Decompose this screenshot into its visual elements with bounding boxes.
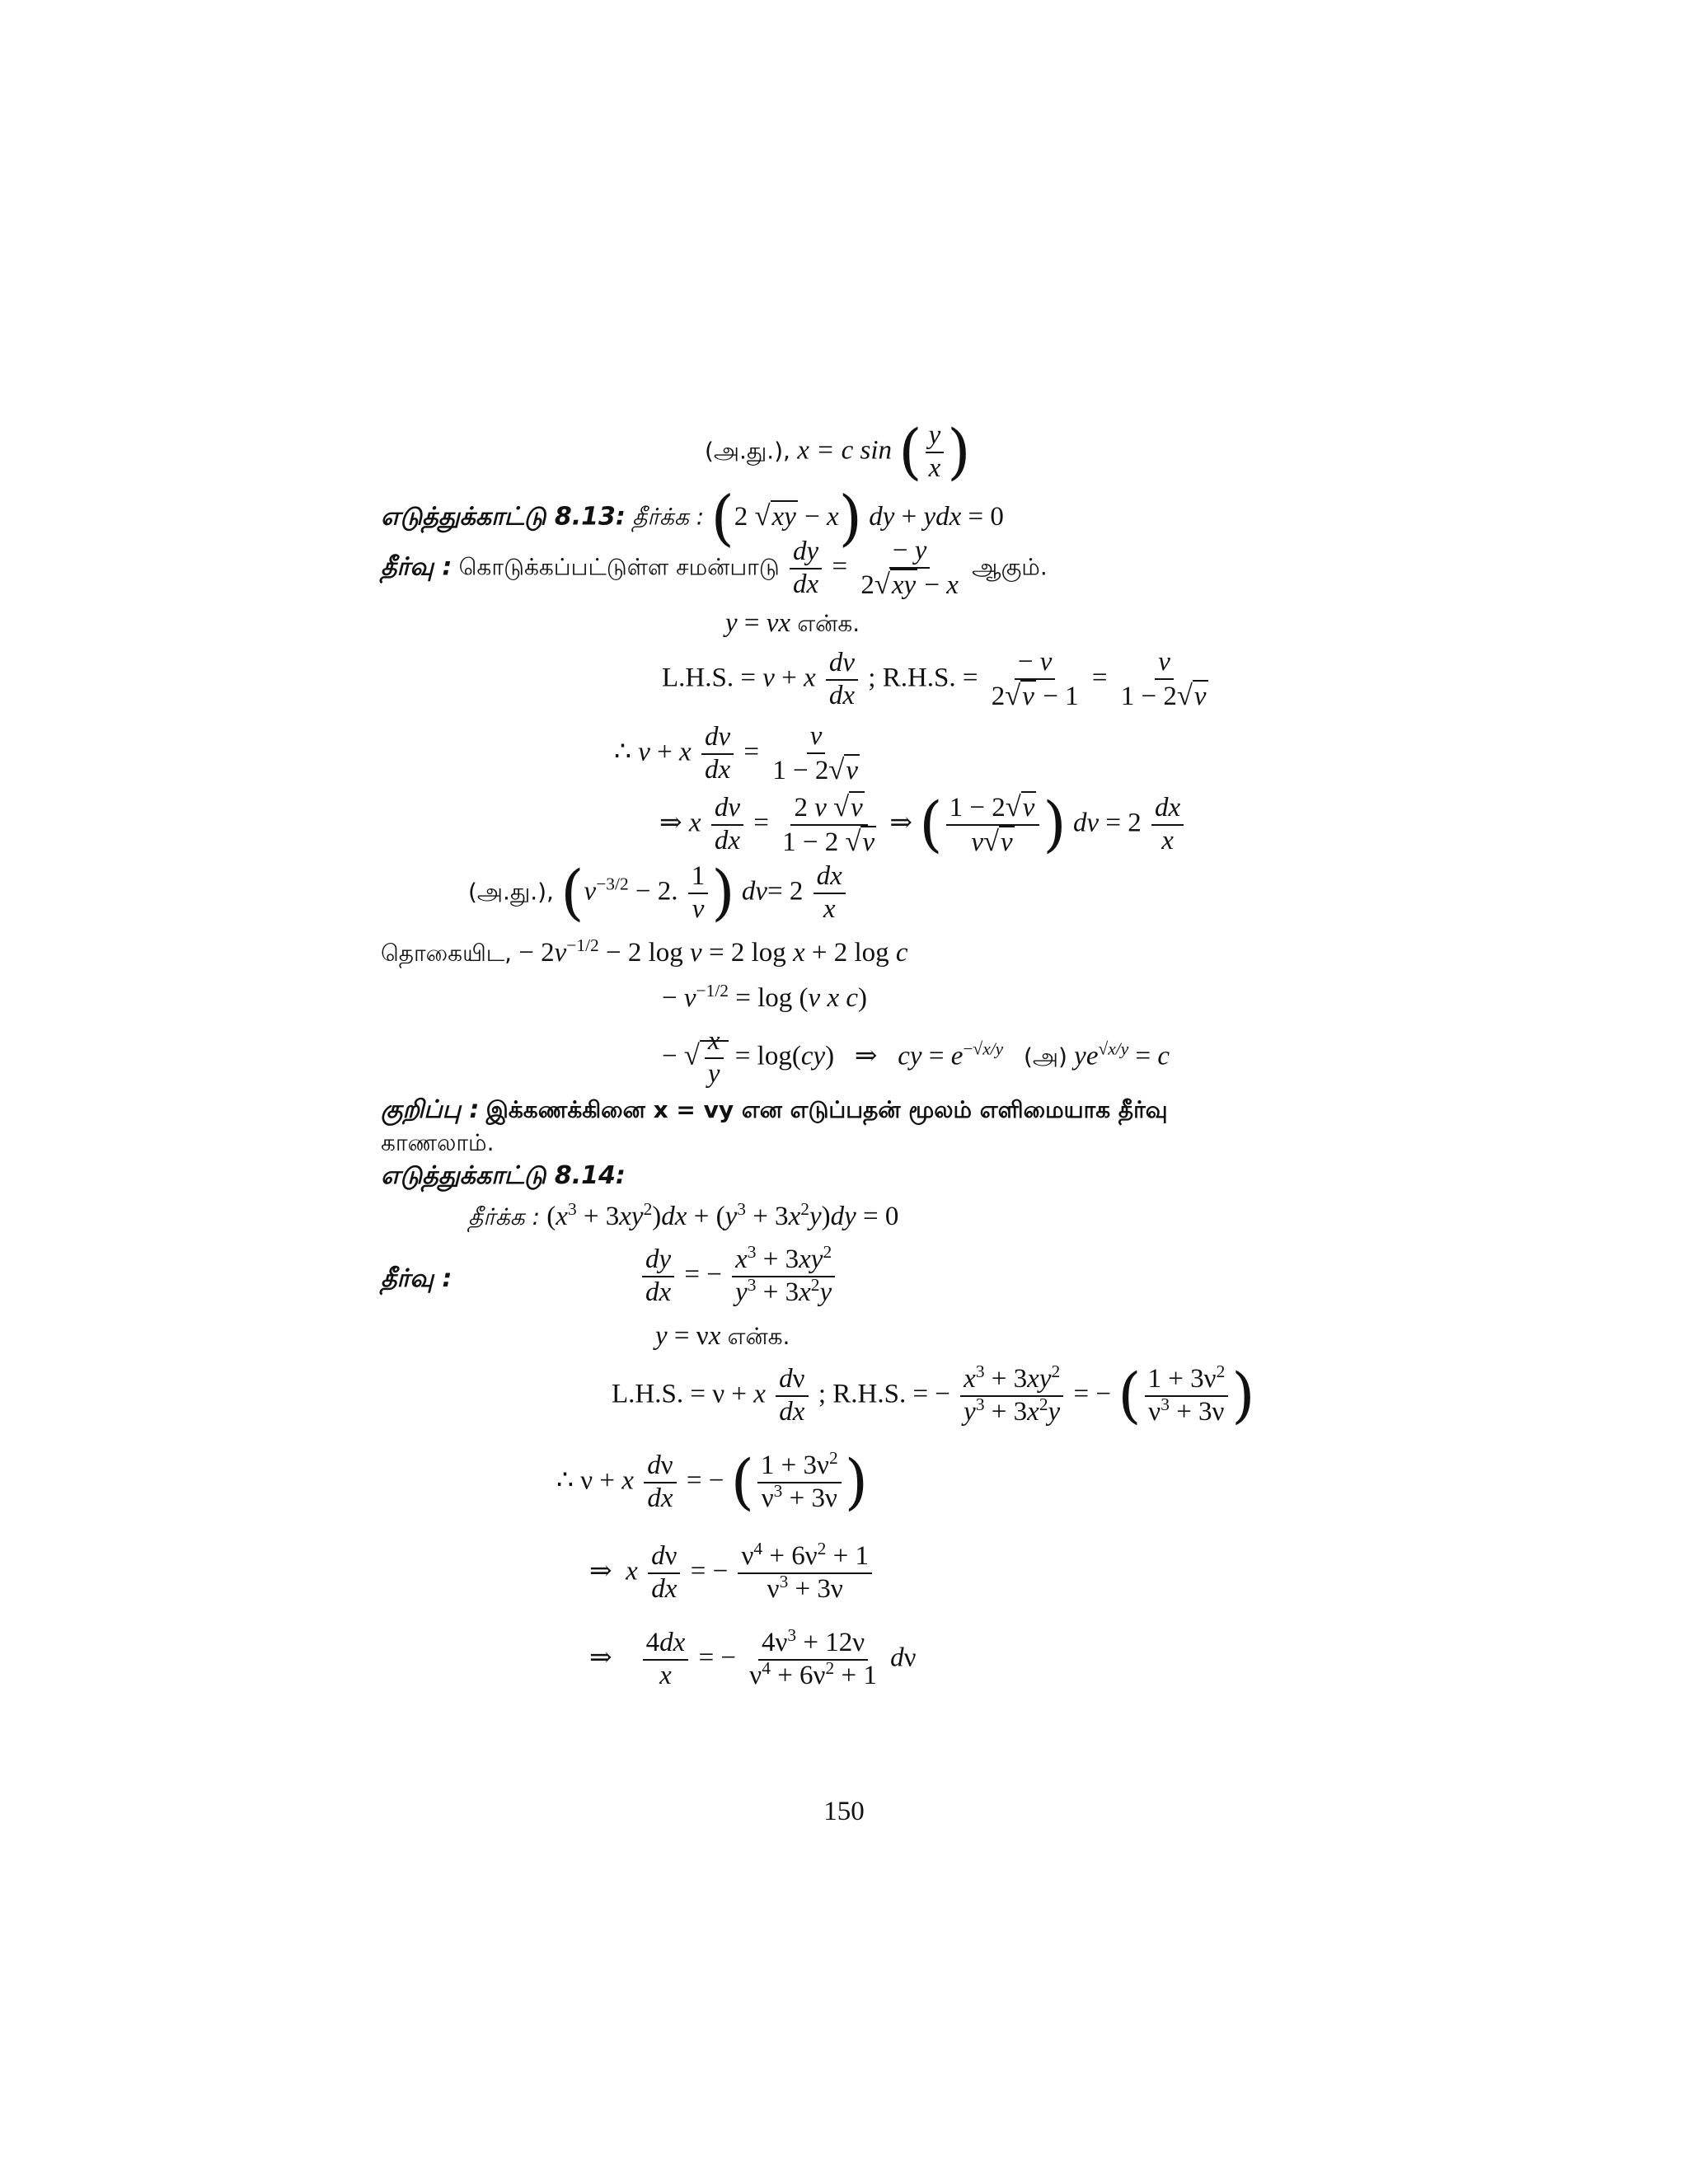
solution-2-label-line [381, 1265, 452, 1292]
note-text-2: காணலாம். [381, 1129, 495, 1156]
note-line-2 [381, 1129, 494, 1156]
integrating-text: தொகையிட, [381, 940, 512, 967]
solve-word-2: தீர்க்க : [468, 1203, 541, 1230]
implies-line-2: ⇒ x $\frac{d\nu}{dx}$ = − $\frac{\nu^4 + 6\nu^2 + 1}{\nu^3 + 3\nu}$ [589, 1541, 875, 1605]
let-text: என்க. [797, 610, 860, 637]
substitution-line-2: y = νx என்க. [655, 1321, 790, 1351]
example-8-14-header [381, 1162, 626, 1189]
log-line: − $v^{-1/2} = \log (v$ x c) [662, 981, 867, 1013]
solution-2-eq: $\frac{dy}{dx}$ = − $\frac{x^3 + 3xy^2}{y^3 + 3x^2y}$ [639, 1244, 838, 1309]
therefore-abbrev-2: (அ.து.), [468, 878, 554, 906]
fraction-dy-dx: $\frac{dy}{dx}$ [790, 537, 822, 601]
result-line-1: (அ.து.), x = c sin ( $\frac{y}{x}$ ) [705, 417, 971, 487]
or-text: (அ) [1023, 1043, 1067, 1071]
therefore-line-2: ∴ ν + x $\frac{d\nu}{dx}$ = − ( $\frac{1 + 3\nu^2}{\nu^3 + 3\nu}$ ) [556, 1447, 869, 1517]
given-equation-text: கொடுக்கப்பட்டுள்ள சமன்பாடு [458, 553, 780, 581]
therefore-abbrev: (அ.து.), [705, 437, 790, 465]
example-8-14-equation: தீர்க்க : $(x^3 + 3xy^2)dx + (y^3 + 3x^2y)dy = 0$ [468, 1199, 899, 1231]
therefore-line-1: ∴ v + x $\frac{dv}{dx}$ = $\frac{v}{1 - 2√v}$ [614, 721, 859, 785]
implies-line-1: ⇒ x $\frac{dv}{dx}$ = $\frac{2 v √v}{1 - 2 √v}$ ⇒ ( $\frac{1 - 2√v}{v√v}$ ) dv = 2 $\frac{dx}{x}$ [659, 791, 1187, 859]
becomes-text: ஆகும். [972, 553, 1048, 581]
lhs-rhs-line-1: L.H.S. = v + x $\frac{dv}{dx}$ ; R.H.S. = $\frac{- v}{2√v - 1}$ = $\frac{v}{1 - 2√v}$ [662, 647, 1207, 711]
fraction-neg-y: $\frac{- y}{2√xy - x}$ [860, 536, 959, 600]
final-line-1: − √ $\frac{x}{y}$ = log(cy) ⇒ cy = $e^{-√x/y}$ (அ) $ye^{√x/y} = c$ [662, 1026, 1170, 1089]
lhs-rhs-line-2: L.H.S. = ν + x $\frac{d\nu}{dx}$ ; R.H.S. = − $\frac{x^3 + 3xy^2}{y^3 + 3x^2y}$ = − ( $\frac{1 + 3\nu^2}{\nu^3 + 3\nu}$ ) [612, 1361, 1255, 1431]
solve-word: தீர்க்க : [632, 503, 705, 531]
fraction-y-over-x: $\frac{y}{x}$ [926, 420, 945, 485]
note-text: இக்கணக்கினை x = vy என எடுப்பதன் மூலம் எளிமையாக தீர்வு [485, 1096, 1168, 1123]
solution-label: தீர்வு : [381, 552, 452, 582]
note-label: குறிப்பு : [381, 1095, 480, 1124]
integrating-line: தொகையிட, − $2v^{-1/2} - 2$ log v = 2 log x + 2 log c [381, 935, 908, 968]
example-label: எடுத்துக்காட்டு 8.13: [381, 502, 626, 532]
math-x-eq-csin: x = c sin [797, 435, 893, 466]
let-text-2: என்க. [727, 1323, 790, 1350]
substitution-line-1: y = vx என்க. [725, 608, 860, 638]
note-line [381, 1096, 1168, 1123]
implies-line-3: ⇒ $\frac{4dx}{x}$ = − $\frac{4\nu^3 + 12\nu}{\nu^4 + 6\nu^2 + 1}$ dν [589, 1625, 917, 1690]
solution-label-2: தீர்வு : [381, 1264, 452, 1293]
example-label-2: எடுத்துக்காட்டு 8.14: [381, 1161, 626, 1190]
thus-line-1: (அ.து.), ($v^{-3/2} - 2$. $\frac{1}{v}$ ) dv= 2 $\frac{dx}{x}$ [468, 861, 849, 926]
solution-1-line: தீர்வு : கொடுக்கப்பட்டுள்ள சமன்பாடு $\frac{dy}{dx}$ = $\frac{- y}{2√xy - x}$ ஆகும். [381, 536, 1048, 600]
page-number: 150 [823, 1797, 865, 1826]
equation-8-13: (2 √xy − x) dy + ydx = 0 [710, 484, 1004, 553]
